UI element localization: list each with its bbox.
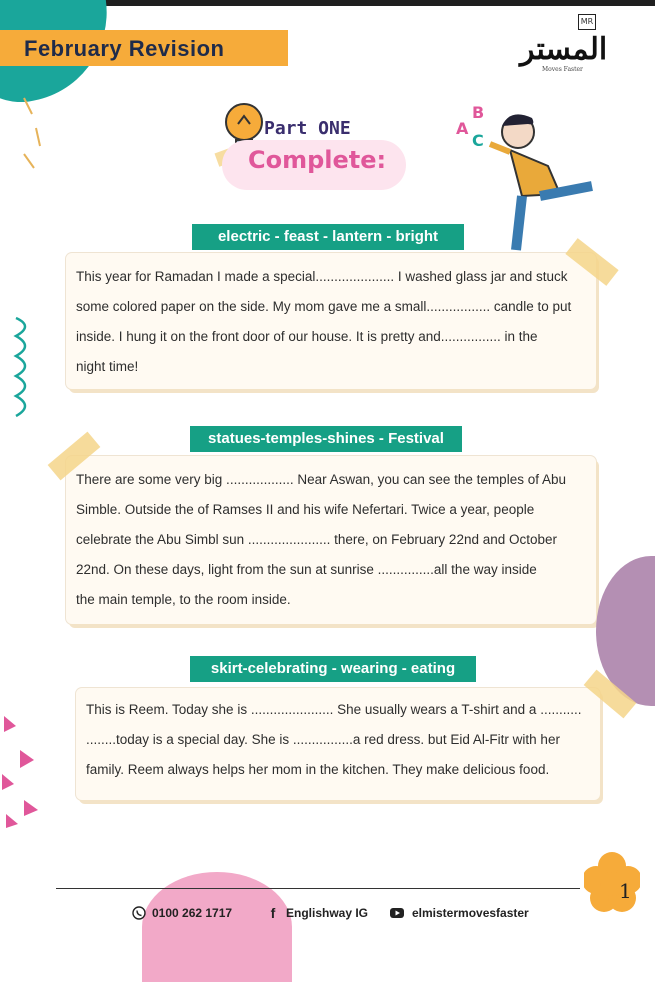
facebook-handle: Englishway IG <box>286 906 369 920</box>
exercise-1-line: night time! <box>76 359 139 374</box>
footer-divider <box>56 888 580 889</box>
youtube-icon <box>388 906 406 920</box>
decorative-squiggle <box>6 316 46 426</box>
svg-text:C: C <box>472 131 484 150</box>
exercise-2-line: 22nd. On these days, light from the sun at sunrise ...............all the way inside <box>76 562 537 577</box>
exercise-card-1 <box>66 253 596 389</box>
youtube-handle: elmistermovesfaster <box>412 906 529 920</box>
svg-text:B: B <box>472 104 485 122</box>
exercise-card-3 <box>76 688 600 800</box>
brand-logo <box>520 14 620 76</box>
exercise-1-line: This year for Ramadan I made a special..................... I washed glass jar and stuck <box>76 269 568 284</box>
facebook-icon: f <box>270 905 276 921</box>
whatsapp-icon <box>132 906 146 920</box>
decorative-triangles <box>0 712 52 830</box>
footer-phone <box>132 906 232 920</box>
page-number: 1 <box>619 879 632 903</box>
logo-tagline: Moves Faster <box>542 66 583 73</box>
svg-text:A: A <box>456 119 469 138</box>
logo-arabic-text: المستر <box>520 32 608 67</box>
exercise-3-line: family. Reem always helps her mom in the kitchen. They make delicious food. <box>86 762 550 777</box>
exercise-2-line: the main temple, to the room inside. <box>76 592 291 607</box>
decorative-dashes <box>20 94 60 174</box>
word-bank-3: skirt-celebrating - wearing - eating <box>190 656 476 682</box>
exercise-3-line: This is Reem. Today she is ...................... She usually wears a T-shirt and a ........... <box>86 702 582 717</box>
word-bank-1: electric - feast - lantern - bright <box>192 224 464 250</box>
exercise-2-line: celebrate the Abu Simbl sun ...................... there, on February 22nd and October <box>76 532 558 547</box>
exercise-card-2 <box>66 456 596 624</box>
exercise-1-line: some colored paper on the side. My mom gave me a small................. candle to put <box>76 299 572 314</box>
child-illustration <box>450 104 600 254</box>
exercise-3-line: ........today is a special day. She is ................a red dress. but Eid Al-Fitr with her <box>86 732 560 747</box>
logo-badge: MR <box>578 14 596 30</box>
footer-facebook <box>266 906 368 920</box>
phone-number: 0100 262 1717 <box>152 906 233 920</box>
footer-youtube <box>388 906 529 920</box>
part-label: Part ONE <box>264 118 351 139</box>
instruction-heading: Complete: <box>248 146 387 174</box>
exercise-2-line: Simble. Outside the of Ramses II and his wife Nefertari. Twice a year, people <box>76 502 535 517</box>
exercise-1-line: inside. I hung it on the front door of our house. It is pretty and................ in the <box>76 329 538 344</box>
word-bank-2: statues-temples-shines - Festival <box>190 426 462 452</box>
page-title: February Revision <box>24 36 225 61</box>
exercise-2-line: There are some very big .................. Near Aswan, you can see the temples of Abu <box>76 472 566 487</box>
